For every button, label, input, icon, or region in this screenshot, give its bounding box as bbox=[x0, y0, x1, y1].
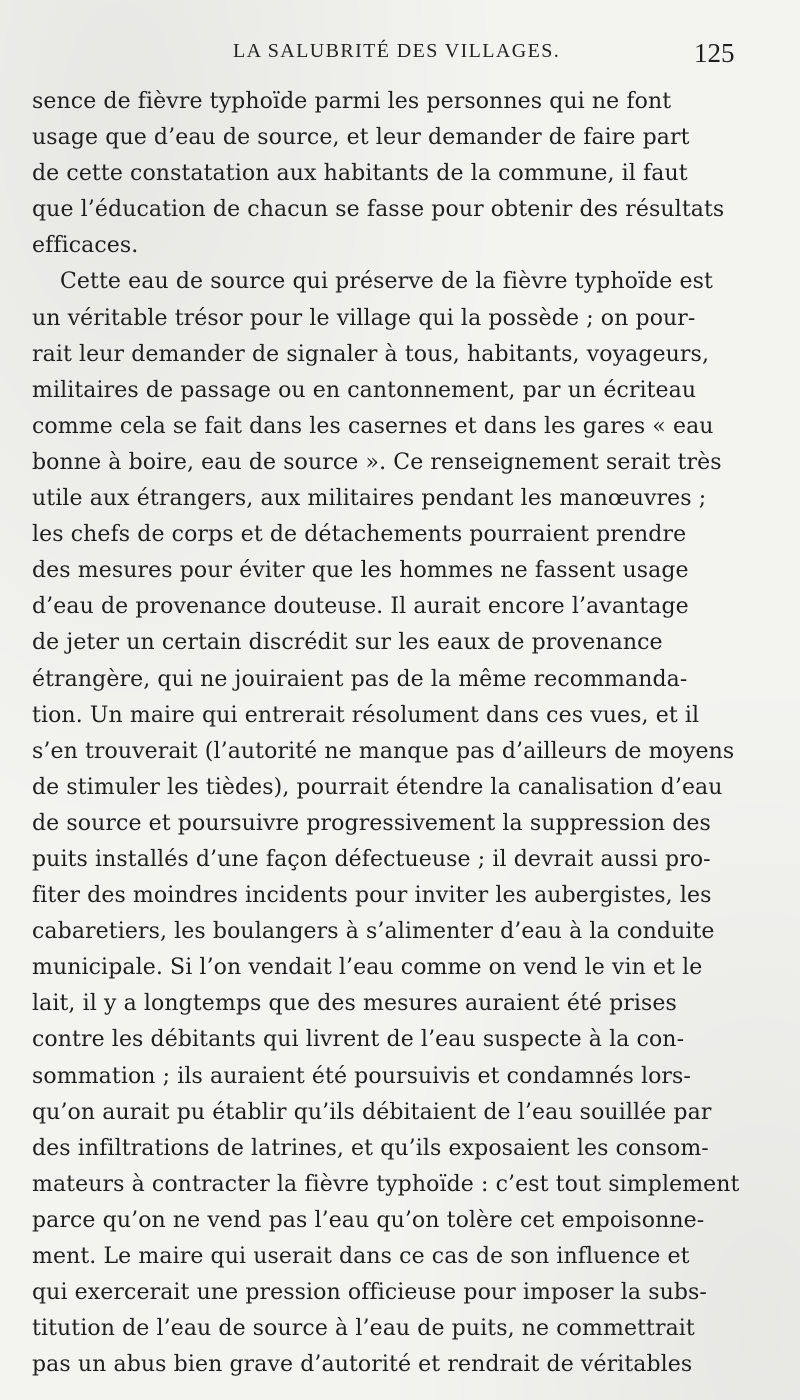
text-line: des mesures pour éviter que les hommes ne fassent usage bbox=[32, 558, 689, 584]
paragraph-first-line: Cette eau de source qui préserve de la fièvre typhoïde est bbox=[60, 269, 713, 295]
text-line: de cette constatation aux habitants de la commune, il faut bbox=[32, 161, 688, 187]
text-line: que l’éducation de chacun se fasse pour obtenir des résultats bbox=[32, 197, 725, 223]
text-line: cabaretiers, les boulangers à s’alimenter d’eau à la conduite bbox=[32, 919, 715, 945]
text-line: qu’on aurait pu établir qu’ils débitaient de l’eau souillée par bbox=[32, 1099, 712, 1125]
text-line: efficaces. bbox=[32, 233, 139, 259]
text-line: s’en trouverait (l’autorité ne manque pas d’ailleurs de moyens bbox=[32, 738, 735, 764]
text-line: titution de l’eau de source à l’eau de puits, ne commettrait bbox=[32, 1316, 695, 1342]
text-line: sence de fièvre typhoïde parmi les personnes qui ne font bbox=[32, 89, 672, 114]
text-line: mateurs à contracter la fièvre typhoïde : c’est tout simplement bbox=[32, 1171, 740, 1197]
text-line: les chefs de corps et de détachements pourraient prendre bbox=[32, 522, 687, 548]
text-line: fiter des moindres incidents pour inviter les aubergistes, les bbox=[32, 883, 712, 909]
text-line: militaires de passage ou en cantonnement, par un écriteau bbox=[32, 377, 697, 403]
text-line: de source et poursuivre progressivement la suppression des bbox=[32, 810, 711, 836]
page-number: 125 bbox=[694, 38, 735, 68]
text-line: utile aux étrangers, aux militaires pendant les manœuvres ; bbox=[32, 486, 707, 512]
text-line: ment. Le maire qui userait dans ce cas de son influence et bbox=[32, 1244, 690, 1269]
text-line: parce qu’on ne vend pas l’eau qu’on tolère cet empoisonne- bbox=[32, 1207, 705, 1233]
text-line: qui exercerait une pression officieuse pour imposer la subs- bbox=[32, 1280, 707, 1306]
page-body bbox=[32, 84, 742, 1383]
text-line: pas un abus bien grave d’autorité et rendrait de véritables bbox=[32, 1352, 693, 1378]
text-line: municipale. Si l’on vendait l’eau comme on vend le vin et le bbox=[32, 955, 703, 981]
text-line: puits installés d’une façon défectueuse ; il devrait aussi pro- bbox=[32, 846, 711, 872]
text-line: lait, il y a longtemps que des mesures auraient été prises bbox=[32, 991, 677, 1017]
text-line: de stimuler les tièdes), pourrait étendre la canalisation d’eau bbox=[32, 774, 723, 800]
text-line: sommation ; ils auraient été poursuivis et condamnés lors- bbox=[32, 1063, 691, 1089]
text-line: bonne à boire, eau de source ». Ce renseignement serait très bbox=[32, 449, 722, 475]
text-line: rait leur demander de signaler à tous, habitants, voyageurs, bbox=[32, 341, 710, 367]
text-line: étrangère, qui ne jouiraient pas de la même recommanda- bbox=[32, 666, 688, 692]
text-line: usage que d’eau de source, et leur demander de faire part bbox=[32, 125, 690, 151]
text-line: un véritable trésor pour le village qui la possède ; on pour- bbox=[32, 305, 696, 331]
text-line: de jeter un certain discrédit sur les eaux de provenance bbox=[32, 630, 663, 656]
running-title: LA SALUBRITÉ DES VILLAGES. bbox=[233, 40, 561, 62]
text-line: d’eau de provenance douteuse. Il aurait encore l’avantage bbox=[32, 594, 689, 620]
text-line: tion. Un maire qui entrerait résolument dans ces vues, et il bbox=[32, 702, 700, 728]
text-line: contre les débitants qui livrent de l’eau suspecte à la con- bbox=[32, 1027, 685, 1053]
text-line: des infiltrations de latrines, et qu’ils exposaient les consom- bbox=[32, 1135, 709, 1161]
running-header bbox=[0, 38, 800, 78]
text-line: comme cela se fait dans les casernes et dans les gares « eau bbox=[32, 413, 714, 439]
